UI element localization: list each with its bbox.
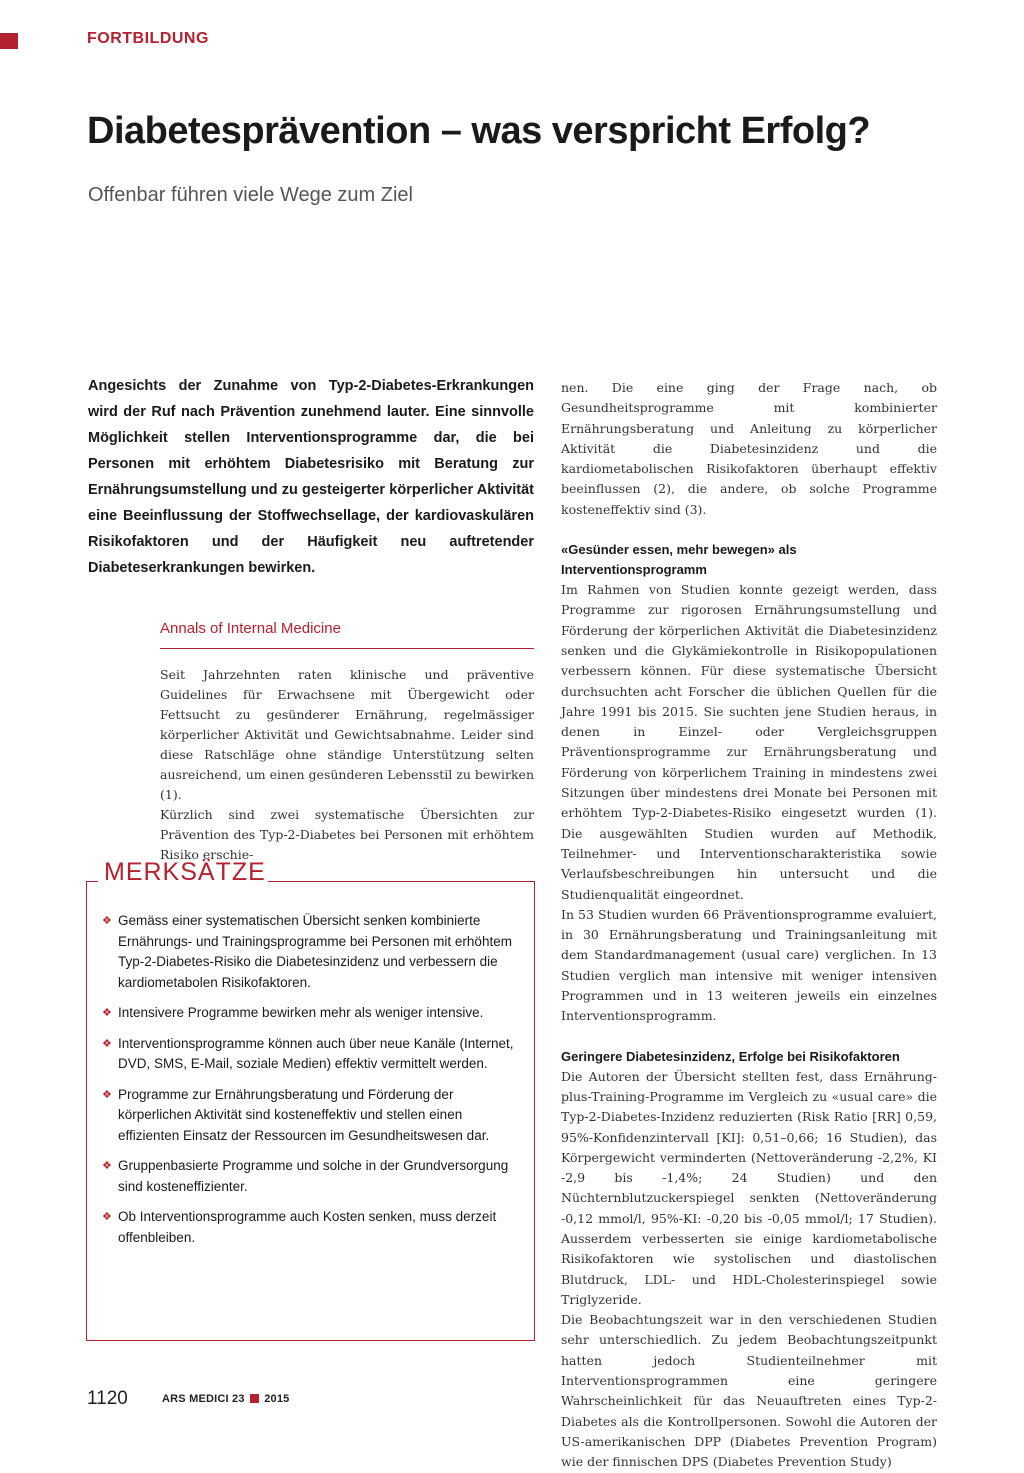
section-label: FORTBILDUNG xyxy=(87,30,209,47)
intro-paragraph: Kürzlich sind zwei systematische Übersichten zur Prävention des Typ-2-Diabetes bei Personen mit erhöhtem Risiko erschie- xyxy=(160,807,534,862)
square-icon xyxy=(250,1394,259,1403)
page-subtitle: Offenbar führen viele Wege zum Ziel xyxy=(88,184,413,206)
key-points-title: MERKSÄTZE xyxy=(104,858,266,886)
diamond-bullet-icon: ❖ xyxy=(102,915,112,927)
body-paragraph: Die Autoren der Übersicht stellten fest, dass Ernährung-plus-Training-Programme im Vergleich zu «usual care» die Typ-2-Diabetes-Inzidenz reduzierten (Risk Ratio [RR] 0,59, 95%-Konfidenzintervall [KI]: 0,51–0,66; 16 Studien), das Körpergewicht verminderten (Nettoveränderung -2,2%, KI -2,9 bis -1,4%; 24 Studien) und den Nüchternblutzuckerspiegel senkten (Nettoveränderung -0,12 mmol/l, 95%-KI: -0,20 bis -0,05 mmol/l; 17 Studien). Ausserdem verbesserten sie einige kardiometabolische Risikofaktoren wie systolischen und diastolischen Blutdruck, LDL- und HDL-Cholesterinspiegel sowie Triglyzeride. xyxy=(561,1068,937,1307)
body-paragraph: In 53 Studien wurden 66 Präventionsprogramme evaluiert, in 30 Ernährungsberatung und Trainingsanleitung mit dem Standardmanagement (usual care) verglichen. In 13 Studien verglich man intensive mit weniger intensiven Programmen und in 13 weiteren jeweils ein einzelnes Interventionsprogramm. xyxy=(561,906,937,1024)
key-point-text: Interventionsprogramme können auch über neue Kanäle (Internet, DVD, SMS, E-Mail, soziale Medien) effektiv vermittelt werden. xyxy=(118,1035,514,1071)
key-point-text: Ob Interventionsprogramme auch Kosten senken, muss derzeit offenbleiben. xyxy=(118,1209,497,1245)
key-point-item xyxy=(102,1085,522,1147)
body-paragraph: nen. Die eine ging der Frage nach, ob Gesundheitsprogramme mit kombinierter Ernährungsberatung und Anleitung zu körperlicher Aktivität die Diabetesinzidenz und die kardiometabolischen Risikofaktoren überhaupt effektiv beeinflussen (2), die andere, ob solche Programme kosteneffektiv sind (3). xyxy=(561,380,937,517)
journal-name: ARS MEDICI 23 xyxy=(162,1393,245,1405)
key-points-list xyxy=(102,911,522,1258)
section-marker xyxy=(0,33,18,49)
diamond-bullet-icon: ❖ xyxy=(102,1211,112,1223)
intro-text xyxy=(160,665,534,865)
key-point-text: Programme zur Ernährungsberatung und Förderung der körperlichen Aktivität sind kosteneffektiv und stellen einen effizienten Einsatz der Ressourcen im Gesundheitswesen dar. xyxy=(118,1086,490,1143)
diamond-bullet-icon: ❖ xyxy=(102,1037,112,1050)
key-point-text: Intensivere Programme bewirken mehr als weniger intensive. xyxy=(118,1005,484,1020)
section-heading: «Gesünder essen, mehr bewegen» als Interventionsprogramm xyxy=(561,542,797,578)
box-border xyxy=(268,881,535,882)
key-point-item xyxy=(102,1156,522,1197)
box-border xyxy=(86,881,98,882)
diamond-bullet-icon: ❖ xyxy=(102,1007,112,1019)
page-title: Diabetesprävention – was verspricht Erfolg? xyxy=(87,110,871,152)
key-point-item xyxy=(102,1207,522,1248)
page-number: 1120 xyxy=(87,1388,128,1409)
body-paragraph: Im Rahmen von Studien konnte gezeigt werden, dass Programme zur rigorosen Ernährungsumstellung und Förderung der körperlichen Aktivität die Diabetesinzidenz senken und die Glykämiekontrolle in Risikopopulationen verbessern können. Für diese systematische Übersicht durchsuchten acht Forscher die üblichen Quellen für die Jahre 1991 bis 2015. Sie suchten jene Studien heraus, in denen in Einzel- oder Vergleichsgruppen Präventionsprogramme zur Ernährungsberatung und Förderung von körperlichem Training in mindestens zwei Sitzungen über mindestens drei Monate bei Personen mit erhöhtem Typ-2-Diabetes-Risiko eingesetzt wurden (1). Die ausgewählten Studien wurden auf Methodik, Teilnehmer- und Interventionscharakteristika sowie Verlaufsbeschreibungen hin untersucht und die Studienqualität eingeordnet. xyxy=(561,582,937,902)
source-label: Annals of Internal Medicine xyxy=(160,620,341,637)
journal-year: 2015 xyxy=(264,1393,290,1405)
intro-paragraph: Seit Jahrzehnten raten klinische und präventive Guidelines für Erwachsene mit Übergewicht oder Fettsucht zu gesünderer Ernährung, regelmässiger körperlicher Aktivität und Gewichtsabnahme. Leider sind diese Ratschläge ohne ständige Unterstützung selten ausreichend, um einen gesünderen Lebensstil zu bewirken (1). xyxy=(160,667,534,802)
key-point-text: Gruppenbasierte Programme und solche in der Grundversorgung sind kosteneffizienter. xyxy=(118,1158,509,1194)
diamond-bullet-icon: ❖ xyxy=(102,1088,112,1101)
journal-footer xyxy=(162,1393,290,1405)
key-point-item xyxy=(102,1034,522,1075)
section-heading: Geringere Diabetesinzidenz, Erfolge bei Risikofaktoren xyxy=(561,1048,900,1064)
lead-paragraph: Angesichts der Zunahme von Typ-2-Diabetes-Erkrankungen wird der Ruf nach Prävention zunehmend lauter. Eine sinnvolle Möglichkeit stellen Interventionsprogramme dar, die bei Personen mit erhöhtem Diabetesrisiko mit Beratung zur Ernährungsumstellung und zu gesteigerter körperlicher Aktivität eine Beeinflussung der Stoffwechsellage, der kardiovaskulären Risikofaktoren und der Häufigkeit neu auftretender Diabeteserkrankungen bewirken. xyxy=(88,378,534,576)
key-point-item xyxy=(102,911,522,993)
body-paragraph: Die Beobachtungszeit war in den verschiedenen Studien sehr unterschiedlich. Zu jedem Beobachtungszeitpunkt hatten jedoch Studienteilnehmer mit Interventionsprogrammen eine geringere Wahrscheinlichkeit für das Neuauftreten eines Typ-2-Diabetes als die Kontrollpersonen. Sowohl die Autoren der US-amerikanischen DPP (Diabetes Prevention Program) wie der finnischen DPS (Diabetes Prevention Study) xyxy=(561,1312,937,1470)
diamond-bullet-icon: ❖ xyxy=(102,1160,112,1172)
source-divider xyxy=(160,648,534,649)
key-point-item xyxy=(102,1003,522,1024)
key-point-text: Gemäss einer systematischen Übersicht senken kombinierte Ernährungs- und Trainingsprogramme bei Personen mit erhöhtem Typ-2-Diabetes-Risiko die Diabetesinzidenz und verbessern die kardiometabolen Risikofaktoren. xyxy=(118,913,512,990)
right-column xyxy=(561,378,937,1473)
